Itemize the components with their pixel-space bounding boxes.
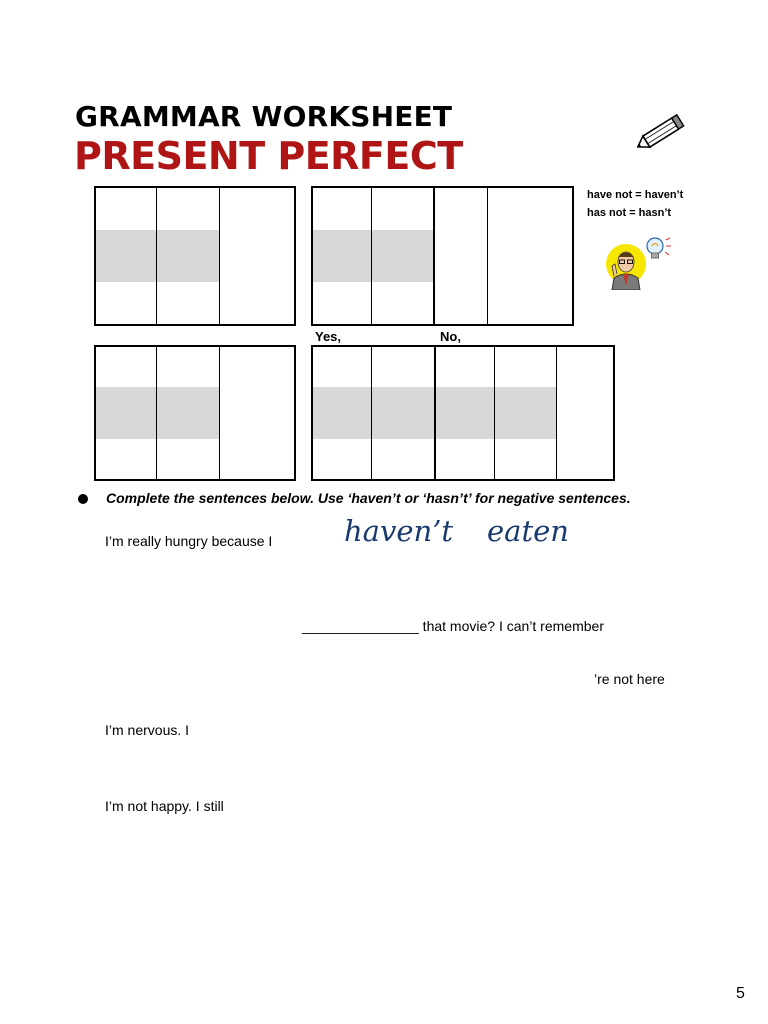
pencil-icon [632, 110, 690, 156]
yes-label: Yes, [315, 329, 342, 344]
no-label: No, [440, 329, 461, 344]
page-number: 5 [736, 985, 745, 1002]
teacher-lightbulb-icon [604, 232, 672, 290]
sentence-2: _______________ that movie? I can’t remember [302, 618, 604, 634]
sentence-5: I’m not happy. I still [105, 798, 224, 814]
sentence-4: I’m nervous. I [105, 722, 190, 738]
bullet-icon [78, 494, 88, 504]
grammar-table-negative [311, 345, 615, 481]
contraction-note-has: has not = hasn’t [587, 207, 672, 219]
contraction-note-have: have not = haven’t [587, 189, 684, 201]
example-answer-eaten: eaten [487, 514, 569, 548]
sentence-3: ’re not here [594, 671, 665, 687]
grammar-table-positive-he [94, 186, 296, 326]
grammar-table-negative-he [94, 345, 296, 481]
sentence-1: I’m really hungry because I [105, 533, 273, 549]
worksheet-title: GRAMMAR WORKSHEET [75, 100, 453, 133]
example-answer-haven't: haven’t [344, 514, 454, 548]
exercise-instruction: Complete the sentences below. Use ‘haven’t or ‘hasn’t’ for negative sentences. [106, 490, 631, 506]
worksheet-subtitle: PRESENT PERFECT [74, 134, 463, 178]
grammar-table-question [311, 186, 574, 326]
